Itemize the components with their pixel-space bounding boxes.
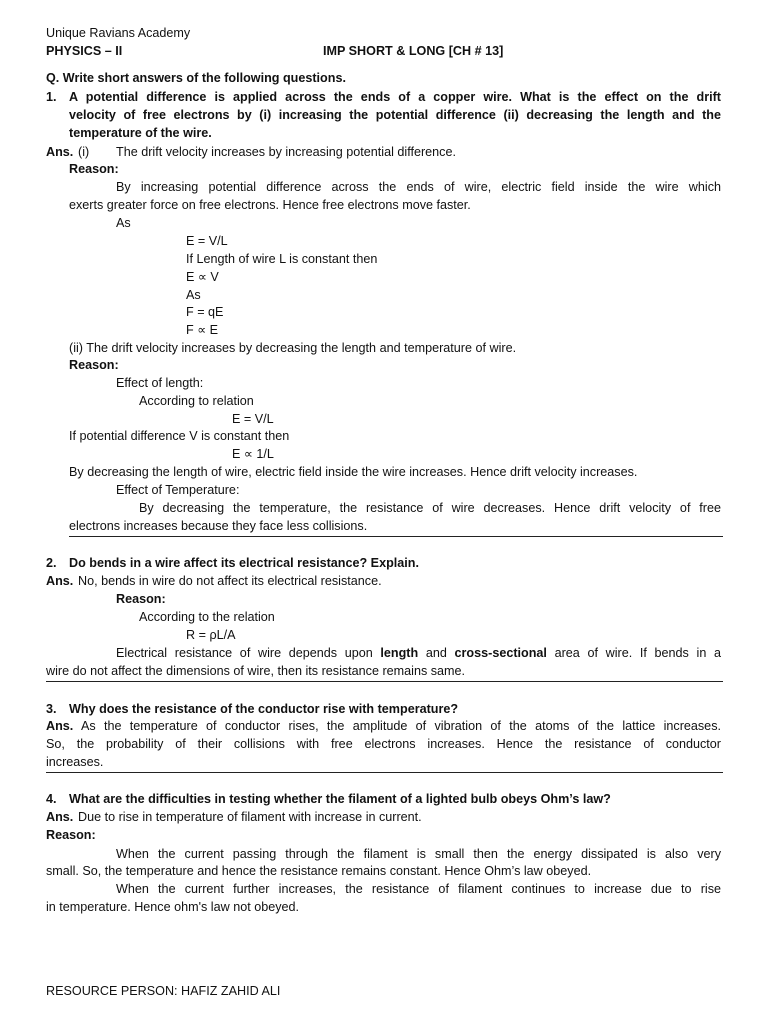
q1-ans-label: Ans. [46,145,74,159]
q1-question-line1: A potential difference is applied across the ends of a copper wire. What is the effect on the drift [69,90,721,104]
q4-answer: Due to rise in temperature of filament with increase in current. [78,810,422,824]
q2-paragraph-line1: Electrical resistance of wire depends upon length and cross-sectional area of wire. If bends in a [116,646,721,660]
q3-number: 3. [46,702,57,716]
q4-para2-line1: When the current further increases, the resistance of filament continues to increase due to rise [116,882,721,896]
q4-ans-label: Ans. [46,810,74,824]
q4-reason-label: Reason: [46,828,96,842]
q1-reason1-line2: exerts greater force on free electrons. Hence free electrons move faster. [69,198,471,212]
footer-resource-person: RESOURCE PERSON: HAFIZ ZAHID ALI [46,984,281,998]
q4-para1-line2: small. So, the temperature and hence the resistance remains constant. Hence Ohm’s law obeyed. [46,864,592,878]
q1-proportional-e-1l: E ∝ 1/L [232,447,274,461]
q1-pd-constant: If potential difference V is constant then [69,429,290,443]
academy-name: Unique Ravians Academy [46,26,191,40]
q2-emphasis-cross-sectional: cross-sectional [454,646,547,660]
q3-answer-line2: So, the probability of their collisions with free electrons increases. Hence the resistance of conductor [46,737,721,751]
q1-proportional-f-e: F ∝ E [186,323,219,337]
q1-question-line3: temperature of the wire. [69,126,212,140]
q1-reason1-label: Reason: [69,162,119,176]
q2-number: 2. [46,556,57,570]
q2-question: Do bends in a wire affect its electrical resistance? Explain. [69,556,419,570]
q2-ans-label: Ans. [46,574,74,588]
q1-equation-e-vl: E = V/L [186,234,228,248]
q4-question: What are the difficulties in testing whether the filament of a lighted bulb obeys Ohm’s law? [69,792,611,806]
q1-as-2: As [186,288,201,302]
q2-reason-label: Reason: [116,592,166,606]
q1-length-constant: If Length of wire L is constant then [186,252,378,266]
q1-divider [69,536,723,537]
q1-as-1: As [116,216,131,230]
q1-temperature-line1: By decreasing the temperature, the resistance of wire decreases. Hence drift velocity of free [139,501,721,515]
q2-paragraph-line2: wire do not affect the dimensions of wire, then its resistance remains same. [46,664,466,678]
q2-emphasis-length: length [380,646,419,660]
q3-answer-line1: Ans. As the temperature of conductor rises, the amplitude of vibration of the atoms of the lattice increases. [46,719,721,733]
q3-question: Why does the resistance of the conductor rise with temperature? [69,702,459,716]
q1-equation-f-qe: F = qE [186,305,224,319]
q3-divider [46,772,723,773]
q1-decreasing-length: By decreasing the length of wire, electric field inside the wire increases. Hence drift velocity increases. [69,465,638,479]
q1-equation-e-vl-2: E = V/L [232,412,274,426]
q2-divider [46,681,723,682]
q1-according-to-relation: According to relation [139,394,254,408]
q1-reason2-label: Reason: [69,358,119,372]
instruction: Q. Write short answers of the following questions. [46,71,346,85]
q4-para2-line2: in temperature. Hence ohm's law not obeyed. [46,900,300,914]
q1-ans-i: The drift velocity increases by increasing potential difference. [116,145,456,159]
document-title: IMP SHORT & LONG [CH # 13] [323,44,504,58]
subject-label: PHYSICS – II [46,44,123,58]
q1-number: 1. [46,90,57,104]
q2-according-to-relation: According to the relation [139,610,275,624]
q3-ans-label: Ans. [46,719,74,733]
q1-proportional-e-v: E ∝ V [186,270,219,284]
q4-para1-line1: When the current passing through the filament is small then the energy dissipated is also very [116,847,721,861]
q1-ans-ii: (ii) The drift velocity increases by decreasing the length and temperature of wire. [69,341,517,355]
q2-answer: No, bends in wire do not affect its electrical resistance. [78,574,382,588]
q1-effect-of-temperature: Effect of Temperature: [116,483,240,497]
q2-equation-resistance: R = ρL/A [186,628,236,642]
q1-effect-of-length: Effect of length: [116,376,204,390]
q3-answer-line3: increases. [46,755,104,769]
q1-question-line2: velocity of free electrons by (i) increasing the potential difference (ii) decreasing the length and the [69,108,721,122]
q1-ans-i-number: (i) [78,145,90,159]
q1-reason1-line1: By increasing potential difference across the ends of wire, electric field inside the wire which [116,180,721,194]
q4-number: 4. [46,792,57,806]
q1-temperature-line2: electrons increases because they face less collisions. [69,519,368,533]
